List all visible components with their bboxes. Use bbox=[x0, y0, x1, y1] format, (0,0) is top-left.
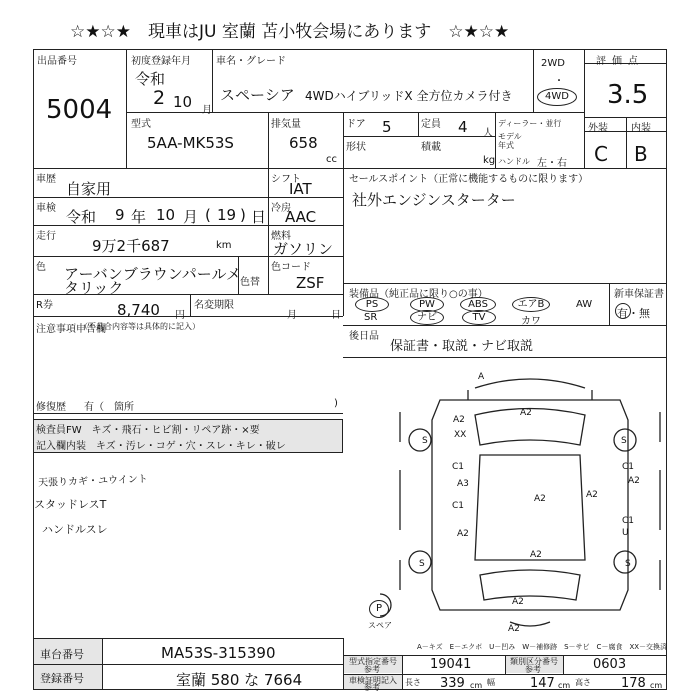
category-number-ref: 参考 bbox=[525, 665, 541, 674]
page-title: ☆★☆★ 現車はJU 室蘭 苫小牧会場にあります ☆★☆★ bbox=[70, 22, 510, 42]
repair-close: ) bbox=[334, 398, 338, 409]
repair-value: 有（ 箇所 bbox=[84, 402, 134, 413]
mark-c1: C1 bbox=[452, 462, 465, 472]
length-value: 339 bbox=[440, 676, 465, 691]
inspector-line-1: FW キズ・飛石・ヒビ割・リペア跡・×要 bbox=[66, 425, 260, 436]
handwritten-note-3: ハンドルスレ bbox=[42, 523, 108, 536]
fuel-label: 燃料 bbox=[271, 231, 291, 242]
inspection-day: 19 bbox=[217, 206, 237, 224]
name-change-label: 名変期限 bbox=[194, 300, 234, 311]
mark-c1: C1 bbox=[622, 516, 635, 526]
shift-label: シフト bbox=[271, 174, 301, 185]
capacity-label: 定員 bbox=[421, 119, 441, 130]
displacement-value: 658 bbox=[289, 134, 318, 152]
mileage-value: 9万2千687 bbox=[92, 237, 170, 255]
handwritten-note-2: スタッドレスT bbox=[34, 498, 107, 511]
drive-4wd-circled: 4WD bbox=[537, 88, 577, 106]
registration-era: 令和 bbox=[135, 70, 166, 88]
registration-year: 2 bbox=[153, 87, 166, 109]
damage-diagram bbox=[380, 360, 665, 635]
model-label: 型式 bbox=[131, 119, 151, 130]
inspection-era: 令和 bbox=[66, 208, 97, 226]
mark-a: A bbox=[478, 372, 485, 382]
mark-xx: XX bbox=[454, 430, 467, 440]
lot-number: 5004 bbox=[46, 95, 113, 125]
chassis-label: 車台番号 bbox=[40, 648, 84, 661]
vehicle-grade: 4WDハイブリッドX 全方位カメラ付き bbox=[305, 89, 513, 103]
warranty-circle bbox=[615, 303, 631, 319]
color-value-line2: タリック bbox=[64, 279, 124, 297]
chassis-value: MA53S-315390 bbox=[161, 644, 276, 662]
equipment-sr: SR bbox=[364, 312, 378, 323]
mark-c1: C1 bbox=[622, 462, 635, 472]
mark-s: S bbox=[422, 436, 428, 446]
inspector-label-2: 記入欄 bbox=[36, 441, 66, 452]
mark-s: S bbox=[621, 436, 627, 446]
accessories-value: 保証書・取説・ナビ取説 bbox=[390, 339, 534, 354]
handwritten-note-1: 天張りカギ・ユウイント bbox=[37, 474, 148, 489]
width-value: 147 bbox=[530, 676, 555, 691]
lot-label: 出品番号 bbox=[37, 56, 77, 67]
inspection-month: 10 bbox=[156, 206, 176, 224]
spare-label: スペア bbox=[368, 621, 392, 630]
equipment-label: 装備品（純正品に限り○の事） bbox=[349, 289, 488, 300]
inspector-label-1: 検査員 bbox=[36, 425, 66, 436]
interior-label: 内装 bbox=[631, 123, 651, 134]
accessories-label: 後日品 bbox=[349, 331, 379, 342]
interior-grade: B bbox=[634, 142, 648, 166]
mark-a2: A2 bbox=[520, 408, 532, 418]
model-value: 5AA-MK53S bbox=[147, 134, 234, 152]
category-number-value: 0603 bbox=[593, 657, 627, 672]
mark-a2: A2 bbox=[628, 476, 640, 486]
spare-tire-circle: P bbox=[369, 600, 389, 618]
type-designation-label: 型式指定番号 bbox=[349, 657, 397, 666]
warranty-label: 新車保証書 bbox=[614, 289, 664, 300]
mark-a2: A2 bbox=[534, 494, 546, 504]
ac-value: AAC bbox=[285, 208, 317, 226]
notes-sub: （不具合内容等は具体的に記入） bbox=[80, 322, 200, 331]
sales-points-value: 社外エンジンスターター bbox=[352, 191, 516, 209]
name-change-month: 月 bbox=[287, 310, 297, 321]
repaint-label: 色替 bbox=[240, 277, 260, 288]
score-value: 3.5 bbox=[607, 80, 649, 110]
type-designation-value: 19041 bbox=[430, 657, 472, 672]
width-label: 幅 bbox=[487, 678, 495, 687]
capacity-unit: 人 bbox=[483, 128, 493, 139]
mark-s: S bbox=[419, 559, 425, 569]
vehicle-name: スペーシア bbox=[220, 86, 295, 104]
capacity-value: 4 bbox=[458, 118, 468, 136]
inspection-year-unit: 年 bbox=[131, 208, 147, 226]
color-code: ZSF bbox=[296, 274, 325, 292]
registration-month: 10 bbox=[173, 93, 193, 111]
width-unit: cm bbox=[558, 681, 571, 690]
shape-label: 形状 bbox=[346, 142, 366, 153]
mark-a2: A2 bbox=[512, 597, 524, 607]
recycle-unit: 円 bbox=[175, 310, 185, 321]
score-label: 評価点 bbox=[596, 56, 644, 67]
length-label: 長さ bbox=[405, 678, 421, 687]
recycle-label: R券 bbox=[36, 300, 53, 311]
mark-c1: C1 bbox=[452, 501, 465, 511]
doors-label: ドア bbox=[346, 119, 366, 130]
equipment-tv: TV bbox=[462, 310, 496, 325]
plate-value: 室蘭 580 な 7664 bbox=[176, 671, 303, 689]
doors-value: 5 bbox=[382, 118, 392, 136]
color-label: 色 bbox=[36, 262, 46, 273]
drive-2wd: 2WD bbox=[541, 58, 565, 69]
name-change-day: 日 bbox=[331, 310, 341, 321]
usage-label: 車歴 bbox=[36, 174, 56, 185]
sales-points-label: セールスポイント（正常に機能するものに限ります） bbox=[349, 174, 589, 185]
inspection-day-close: ) bbox=[240, 206, 246, 224]
mark-a2: A2 bbox=[586, 490, 598, 500]
notes-label: 注意事項申告欄 bbox=[36, 324, 106, 335]
model-year-label: モデル年式 bbox=[498, 132, 522, 150]
inspection-month-unit: 月 bbox=[183, 208, 199, 226]
mark-a3: A3 bbox=[457, 479, 469, 489]
wheels bbox=[380, 429, 636, 616]
inspector-line-2: 内装 キズ・汚レ・コゲ・穴・スレ・キレ・破レ bbox=[66, 441, 286, 452]
mark-a2: A2 bbox=[457, 529, 469, 539]
displacement-label: 排気量 bbox=[271, 119, 301, 130]
mark-a2: A2 bbox=[453, 415, 465, 425]
recycle-value: 8,740 bbox=[117, 301, 160, 319]
inspection-label: 車検 bbox=[36, 203, 56, 214]
repair-label: 修復歴 bbox=[36, 402, 66, 413]
equipment-aw: AW bbox=[576, 299, 593, 310]
type-designation-ref: 参考 bbox=[364, 665, 380, 674]
drive-dot: ・ bbox=[554, 76, 564, 87]
registration-label: 初度登録年月 bbox=[131, 56, 191, 67]
damage-legend: A－キズ E－エクボ U－凹み W－補修跡 S－サビ C－腐食 XX－交換済 bbox=[417, 643, 668, 651]
equipment-navi: ナビ bbox=[410, 310, 444, 325]
color-code-label: 色コード bbox=[271, 262, 311, 273]
mark-u: U bbox=[622, 528, 629, 538]
equipment-abs: ABS bbox=[460, 297, 496, 312]
height-label: 高さ bbox=[575, 678, 591, 687]
mark-a2: A2 bbox=[508, 624, 520, 634]
mileage-unit: km bbox=[216, 240, 232, 251]
dealer-label: ディーラー・並行 bbox=[498, 119, 562, 128]
length-unit: cm bbox=[470, 681, 483, 690]
inspection-year: 9 bbox=[115, 206, 125, 224]
color-value-line1: アーバンブラウンパールメ bbox=[64, 265, 242, 283]
usage-value: 自家用 bbox=[66, 180, 112, 198]
dimensions-label: 車検証明記入 bbox=[349, 676, 397, 685]
fuel-value: ガソリン bbox=[273, 240, 334, 258]
handle-value: 左・右 bbox=[537, 158, 567, 169]
plate-label: 登録番号 bbox=[40, 672, 84, 685]
exterior-label: 外装 bbox=[588, 123, 608, 134]
warranty-value: 有・無 bbox=[617, 307, 650, 320]
dimensions-ref: 参考 bbox=[364, 683, 380, 692]
exterior-grade: C bbox=[594, 142, 608, 166]
mark-s: S bbox=[625, 559, 631, 569]
handle-label: ハンドル bbox=[498, 157, 530, 166]
equipment-pw: PW bbox=[410, 297, 444, 312]
load-label: 積載 bbox=[421, 142, 441, 153]
shift-value: IAT bbox=[289, 180, 312, 198]
ac-label: 冷房 bbox=[271, 203, 291, 214]
equipment-leather: カワ bbox=[521, 316, 541, 327]
inspection-day-open: ( bbox=[205, 206, 211, 224]
category-number-label: 類別区分番号 bbox=[510, 657, 558, 666]
inspection-day-unit: 日 bbox=[251, 208, 267, 226]
registration-month-unit: 月 bbox=[202, 105, 212, 116]
height-value: 178 bbox=[621, 676, 646, 691]
equipment-ps: PS bbox=[355, 297, 389, 312]
displacement-unit: cc bbox=[326, 154, 337, 165]
mark-a2: A2 bbox=[530, 550, 542, 560]
mileage-label: 走行 bbox=[36, 231, 56, 242]
height-unit: cm bbox=[650, 681, 663, 690]
vehicle-label: 車名・グレード bbox=[216, 56, 286, 67]
load-unit: kg bbox=[483, 155, 496, 166]
equipment-airbag: エアB bbox=[512, 297, 550, 312]
